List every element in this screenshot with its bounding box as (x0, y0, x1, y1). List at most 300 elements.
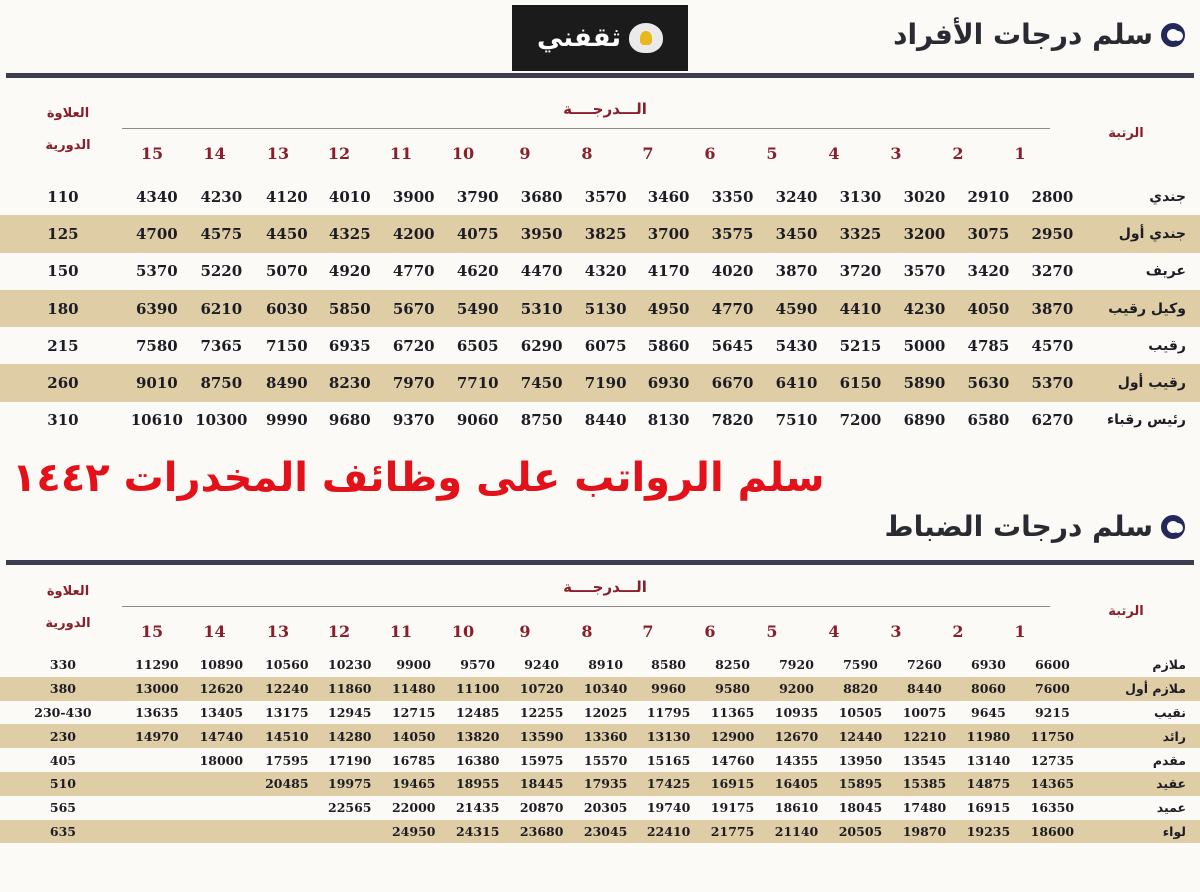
grade-number: 6 (704, 144, 716, 163)
salary-cell: 15165 (646, 752, 691, 768)
salary-cell: 9240 (524, 657, 560, 673)
salary-cell (126, 820, 188, 844)
salary-cell: 4075 (447, 215, 509, 252)
salary-cell: 15895 (829, 772, 893, 796)
salary-cell: 19235 (956, 820, 1020, 844)
table-row (0, 253, 1200, 290)
salary-cell: 20870 (519, 800, 564, 816)
salary-cell: 3950 (509, 215, 575, 252)
salary-cell: 17425 (637, 772, 701, 796)
lightbulb-icon (629, 23, 663, 53)
logo-text: ثقفني (536, 23, 622, 53)
salary-cell: 3325 (829, 215, 893, 252)
salary-cell: 2910 (967, 187, 1010, 206)
table-row (0, 724, 1200, 748)
salary-cell: 7820 (711, 411, 754, 430)
salary-cell: 21775 (701, 820, 765, 844)
salary-cell: 6150 (829, 364, 893, 401)
allowance-cell: 380 (0, 677, 126, 701)
salary-cell: 14355 (774, 752, 819, 768)
grade-number: 9 (519, 622, 531, 641)
table-row (0, 402, 1200, 439)
header-rule (122, 128, 1050, 129)
rank-cell: جندي (1149, 188, 1186, 205)
salary-cell (126, 748, 188, 772)
salary-cell: 10230 (328, 657, 372, 673)
headline: سلم الرواتب على وظائف المخدرات ١٤٤٢ (12, 455, 825, 501)
allowance-cell: 150 (47, 262, 79, 281)
salary-cell: 16915 (966, 800, 1011, 816)
allowance-cell: 125 (0, 215, 126, 252)
salary-cell: 6270 (1031, 411, 1074, 430)
salary-cell: 4320 (584, 262, 627, 281)
salary-cell: 4340 (135, 187, 178, 206)
salary-cell: 11365 (710, 704, 755, 720)
salary-cell: 18610 (774, 800, 819, 816)
rank-cell: جندي أول (1084, 215, 1200, 252)
salary-cell (188, 772, 255, 796)
salary-cell: 16380 (455, 752, 500, 768)
table-row (0, 677, 1200, 701)
salary-cell: 10610 (130, 411, 183, 430)
salary-cell: 17595 (265, 752, 309, 768)
salary-cell: 6210 (188, 290, 255, 327)
salary-cell: 20305 (583, 800, 628, 816)
salary-cell: 14280 (319, 724, 381, 748)
salary-cell: 10720 (509, 677, 575, 701)
salary-cell: 4470 (520, 262, 563, 281)
grade-number: 2 (952, 622, 964, 641)
salary-cell: 6935 (328, 336, 371, 355)
salary-cell: 12900 (701, 724, 765, 748)
salary-cell: 18600 (1020, 820, 1084, 844)
salary-cell: 14050 (381, 724, 447, 748)
table-row (0, 772, 1200, 796)
salary-cell: 13140 (966, 752, 1011, 768)
salary-cell: 6720 (392, 336, 435, 355)
salary-cell: 6890 (903, 411, 946, 430)
salary-cell: 6030 (255, 290, 319, 327)
salary-cell: 5370 (1020, 364, 1084, 401)
grade-number: 3 (890, 622, 902, 641)
salary-cell: 10890 (199, 657, 244, 673)
salary-cell: 12485 (455, 704, 500, 720)
salary-cell: 8580 (651, 657, 686, 673)
salary-cell: 6670 (701, 364, 765, 401)
salary-cell: 3460 (647, 187, 690, 206)
site-logo[interactable] (512, 5, 688, 71)
salary-cell: 5850 (319, 290, 381, 327)
salary-cell: 10075 (902, 704, 947, 720)
salary-cell: 9370 (392, 411, 435, 430)
grade-number: 2 (952, 144, 964, 163)
grade-number: 4 (828, 622, 840, 641)
salary-cell: 4230 (200, 187, 243, 206)
salary-cell: 4785 (967, 336, 1010, 355)
salary-cell: 4170 (647, 262, 690, 281)
salary-cell: 8910 (588, 657, 624, 673)
salary-cell: 8750 (188, 364, 255, 401)
salary-cell: 3870 (1020, 290, 1084, 327)
salary-cell: 5430 (775, 336, 818, 355)
grade-number: 12 (327, 144, 351, 163)
salary-cell: 12210 (892, 724, 956, 748)
salary-cell: 14875 (956, 772, 1020, 796)
salary-cell: 13590 (509, 724, 575, 748)
salary-cell: 6580 (967, 411, 1010, 430)
salary-cell: 8440 (892, 677, 956, 701)
salary-cell: 3825 (575, 215, 637, 252)
salary-cell: 6600 (1034, 657, 1070, 673)
salary-cell: 13950 (838, 752, 883, 768)
salary-cell: 12440 (829, 724, 893, 748)
rank-cell: مقدم (1152, 752, 1186, 768)
salary-cell: 10505 (838, 704, 883, 720)
grade-label: الـــدرجــــة (563, 578, 647, 596)
salary-cell: 4200 (381, 215, 447, 252)
salary-cell: 10560 (265, 657, 309, 673)
salary-cell: 7600 (1020, 677, 1084, 701)
salary-cell: 2950 (1020, 215, 1084, 252)
salary-cell: 7920 (779, 657, 814, 673)
salary-cell: 6075 (584, 336, 627, 355)
salary-cell: 7365 (200, 336, 243, 355)
salary-cell: 3870 (775, 262, 818, 281)
allowance-cell: 260 (0, 364, 126, 401)
individuals-divider (6, 73, 1194, 78)
salary-cell: 8490 (255, 364, 319, 401)
salary-cell: 11100 (447, 677, 509, 701)
grade-number: 11 (389, 144, 413, 163)
grade-number: 15 (140, 622, 164, 641)
salary-cell: 19975 (319, 772, 381, 796)
grade-number: 13 (266, 622, 290, 641)
salary-cell: 9215 (1034, 704, 1070, 720)
salary-cell: 3450 (765, 215, 829, 252)
salary-cell: 14760 (710, 752, 755, 768)
grade-label: الـــدرجــــة (563, 100, 647, 118)
rank-cell: عميد (1156, 800, 1186, 816)
salary-cell (126, 772, 188, 796)
salary-cell: 12240 (255, 677, 319, 701)
salary-cell: 9645 (971, 704, 1006, 720)
grade-number: 11 (389, 622, 413, 641)
salary-cell: 5670 (381, 290, 447, 327)
salary-cell: 22000 (391, 800, 436, 816)
crescent-icon (1161, 23, 1185, 47)
salary-cell: 17480 (902, 800, 947, 816)
salary-cell: 3900 (392, 187, 435, 206)
salary-cell: 3020 (903, 187, 946, 206)
salary-cell: 3790 (456, 187, 499, 206)
salary-cell: 14740 (188, 724, 255, 748)
salary-cell: 3420 (967, 262, 1010, 281)
salary-cell: 23045 (575, 820, 637, 844)
salary-cell: 3075 (956, 215, 1020, 252)
salary-cell (255, 796, 319, 820)
salary-cell: 8130 (647, 411, 690, 430)
table-row (0, 215, 1200, 252)
salary-cell: 3570 (584, 187, 627, 206)
salary-cell: 10300 (195, 411, 248, 430)
grade-number: 8 (581, 144, 593, 163)
salary-cell: 17190 (328, 752, 372, 768)
table-row (0, 820, 1200, 844)
salary-cell: 4450 (255, 215, 319, 252)
salary-cell: 5370 (135, 262, 178, 281)
salary-cell: 12670 (765, 724, 829, 748)
salary-cell: 3350 (711, 187, 754, 206)
salary-cell: 6930 (637, 364, 701, 401)
salary-cell: 7190 (575, 364, 637, 401)
salary-cell: 3680 (520, 187, 563, 206)
table-row (0, 290, 1200, 327)
rank-cell: رقيب (1148, 337, 1186, 354)
salary-cell: 7590 (843, 657, 878, 673)
salary-cell: 8250 (715, 657, 750, 673)
salary-cell: 4010 (328, 187, 371, 206)
rank-label: الرتبة (1108, 126, 1144, 141)
salary-cell: 8060 (956, 677, 1020, 701)
salary-cell: 3240 (775, 187, 818, 206)
salary-cell: 7450 (509, 364, 575, 401)
salary-cell: 5215 (839, 336, 882, 355)
salary-cell (126, 796, 188, 820)
salary-cell: 5220 (200, 262, 243, 281)
salary-cell: 6930 (971, 657, 1006, 673)
rank-cell: عريف (1145, 263, 1186, 280)
salary-cell: 4620 (456, 262, 499, 281)
grade-number: 12 (327, 622, 351, 641)
allowance-cell: 330 (49, 657, 76, 673)
table-row (0, 653, 1200, 677)
salary-cell: 5130 (575, 290, 637, 327)
salary-cell: 9200 (765, 677, 829, 701)
salary-cell: 8820 (829, 677, 893, 701)
table-row (0, 327, 1200, 364)
salary-cell: 12255 (519, 704, 564, 720)
salary-cell (255, 820, 319, 844)
grade-number: 15 (140, 144, 164, 163)
salary-cell: 10935 (774, 704, 819, 720)
salary-cell (188, 820, 255, 844)
salary-cell: 9580 (701, 677, 765, 701)
salary-cell: 4410 (829, 290, 893, 327)
officers-salary-table (0, 653, 1200, 843)
salary-cell: 12735 (1030, 752, 1075, 768)
salary-cell: 5070 (265, 262, 308, 281)
salary-cell: 3575 (701, 215, 765, 252)
allowance-cell: 510 (0, 772, 126, 796)
grade-number: 7 (642, 622, 654, 641)
salary-cell: 9900 (396, 657, 432, 673)
grade-number: 9 (519, 144, 531, 163)
salary-cell: 3200 (892, 215, 956, 252)
salary-cell: 18045 (838, 800, 883, 816)
rank-cell: لواء (1084, 820, 1200, 844)
salary-cell: 7510 (775, 411, 818, 430)
salary-cell: 24315 (447, 820, 509, 844)
individuals-section-header (893, 18, 1185, 51)
salary-cell: 5860 (647, 336, 690, 355)
salary-cell: 11860 (319, 677, 381, 701)
salary-cell: 6505 (456, 336, 499, 355)
salary-cell: 18000 (199, 752, 244, 768)
salary-cell: 3270 (1031, 262, 1074, 281)
salary-cell: 14510 (255, 724, 319, 748)
salary-cell: 11980 (956, 724, 1020, 748)
salary-cell: 13175 (265, 704, 309, 720)
salary-cell: 4230 (892, 290, 956, 327)
salary-cell: 14365 (1020, 772, 1084, 796)
salary-cell: 18445 (509, 772, 575, 796)
salary-cell: 4020 (711, 262, 754, 281)
salary-cell: 13635 (135, 704, 179, 720)
salary-cell: 7200 (839, 411, 882, 430)
officers-divider (6, 560, 1194, 565)
grade-number: 5 (766, 622, 778, 641)
allowance-cell: 405 (49, 752, 76, 768)
grade-number: 14 (203, 144, 226, 163)
salary-cell: 15570 (583, 752, 628, 768)
salary-cell: 16785 (391, 752, 436, 768)
individuals-salary-table (0, 178, 1200, 439)
salary-cell: 4575 (188, 215, 255, 252)
salary-cell: 12620 (188, 677, 255, 701)
individuals-title: سلم درجات الأفراد (893, 18, 1153, 51)
crescent-icon (1161, 515, 1185, 539)
salary-cell: 4770 (392, 262, 435, 281)
table-row (0, 701, 1200, 725)
allowance-cell: 215 (47, 336, 79, 355)
salary-cell: 22410 (637, 820, 701, 844)
salary-cell: 9680 (328, 411, 371, 430)
salary-cell: 5490 (447, 290, 509, 327)
salary-cell: 11290 (135, 657, 179, 673)
salary-cell: 4325 (319, 215, 381, 252)
salary-cell (188, 796, 255, 820)
salary-cell: 2800 (1031, 187, 1074, 206)
salary-cell: 23680 (509, 820, 575, 844)
salary-cell: 7710 (447, 364, 509, 401)
salary-cell: 4700 (126, 215, 188, 252)
salary-cell: 20505 (829, 820, 893, 844)
salary-cell: 20485 (255, 772, 319, 796)
salary-cell: 11795 (646, 704, 691, 720)
salary-cell: 16915 (701, 772, 765, 796)
salary-cell: 19175 (710, 800, 755, 816)
rank-cell: رئيس رقباء (1106, 412, 1186, 429)
salary-cell: 3130 (839, 187, 882, 206)
grade-number: 6 (704, 622, 716, 641)
rank-cell: رقيب أول (1084, 364, 1200, 401)
salary-cell: 4050 (956, 290, 1020, 327)
allowance-cell: 110 (47, 187, 79, 206)
salary-cell: 16350 (1030, 800, 1075, 816)
salary-cell: 4920 (328, 262, 371, 281)
salary-cell: 9060 (456, 411, 499, 430)
salary-cell: 15385 (892, 772, 956, 796)
salary-cell: 7260 (907, 657, 942, 673)
allowance-cell: 230 (0, 724, 126, 748)
officers-title: سلم درجات الضباط (884, 510, 1153, 543)
salary-cell: 6390 (126, 290, 188, 327)
grade-number: 3 (890, 144, 902, 163)
salary-cell: 11750 (1020, 724, 1084, 748)
rank-cell: وكيل رقيب (1084, 290, 1200, 327)
officers-section-header (885, 510, 1185, 543)
header-rule (122, 606, 1050, 607)
salary-cell: 13545 (902, 752, 947, 768)
salary-cell: 21140 (765, 820, 829, 844)
salary-cell: 11480 (381, 677, 447, 701)
allowance-label: العلاوة (46, 584, 90, 599)
salary-cell: 6290 (520, 336, 563, 355)
salary-cell: 4120 (265, 187, 308, 206)
salary-cell: 5310 (509, 290, 575, 327)
salary-cell: 3700 (637, 215, 701, 252)
rank-cell: رائد (1084, 724, 1200, 748)
rank-label: الرتبة (1108, 604, 1144, 619)
rank-cell: ملازم (1152, 657, 1186, 673)
salary-cell: 7580 (135, 336, 178, 355)
grade-number: 13 (266, 144, 290, 163)
salary-cell: 4770 (701, 290, 765, 327)
allowance-label: العلاوة (46, 106, 90, 121)
salary-cell: 8440 (584, 411, 627, 430)
salary-cell: 15975 (519, 752, 564, 768)
table-row (0, 748, 1200, 772)
salary-cell: 4950 (637, 290, 701, 327)
salary-cell: 5630 (956, 364, 1020, 401)
grade-number: 10 (451, 144, 475, 163)
salary-cell: 7970 (381, 364, 447, 401)
salary-cell (319, 820, 381, 844)
grade-number: 10 (451, 622, 475, 641)
allowance-label: الدورية (45, 616, 91, 631)
grade-number: 4 (828, 144, 840, 163)
salary-cell: 3570 (903, 262, 946, 281)
allowance-cell: 230-430 (34, 704, 92, 720)
salary-cell: 19465 (381, 772, 447, 796)
salary-cell: 9960 (637, 677, 701, 701)
salary-cell: 5890 (892, 364, 956, 401)
salary-cell: 19740 (646, 800, 691, 816)
salary-cell: 24950 (381, 820, 447, 844)
rank-cell: نقيب (1153, 704, 1186, 720)
allowance-cell: 565 (49, 800, 76, 816)
grade-number: 1 (1014, 144, 1026, 163)
allowance-cell: 635 (0, 820, 126, 844)
salary-cell: 6410 (765, 364, 829, 401)
salary-cell: 4590 (765, 290, 829, 327)
salary-cell: 12715 (391, 704, 436, 720)
table-row (0, 796, 1200, 820)
rank-cell: عقيد (1084, 772, 1200, 796)
allowance-cell: 180 (0, 290, 126, 327)
salary-cell: 9010 (126, 364, 188, 401)
salary-cell: 13405 (199, 704, 244, 720)
salary-cell: 4570 (1031, 336, 1074, 355)
salary-cell: 9570 (460, 657, 496, 673)
salary-cell: 13130 (637, 724, 701, 748)
salary-cell: 13820 (447, 724, 509, 748)
salary-cell: 5000 (903, 336, 946, 355)
rank-cell: ملازم أول (1084, 677, 1200, 701)
salary-cell: 16405 (765, 772, 829, 796)
salary-cell: 21435 (455, 800, 500, 816)
salary-cell: 8750 (520, 411, 563, 430)
